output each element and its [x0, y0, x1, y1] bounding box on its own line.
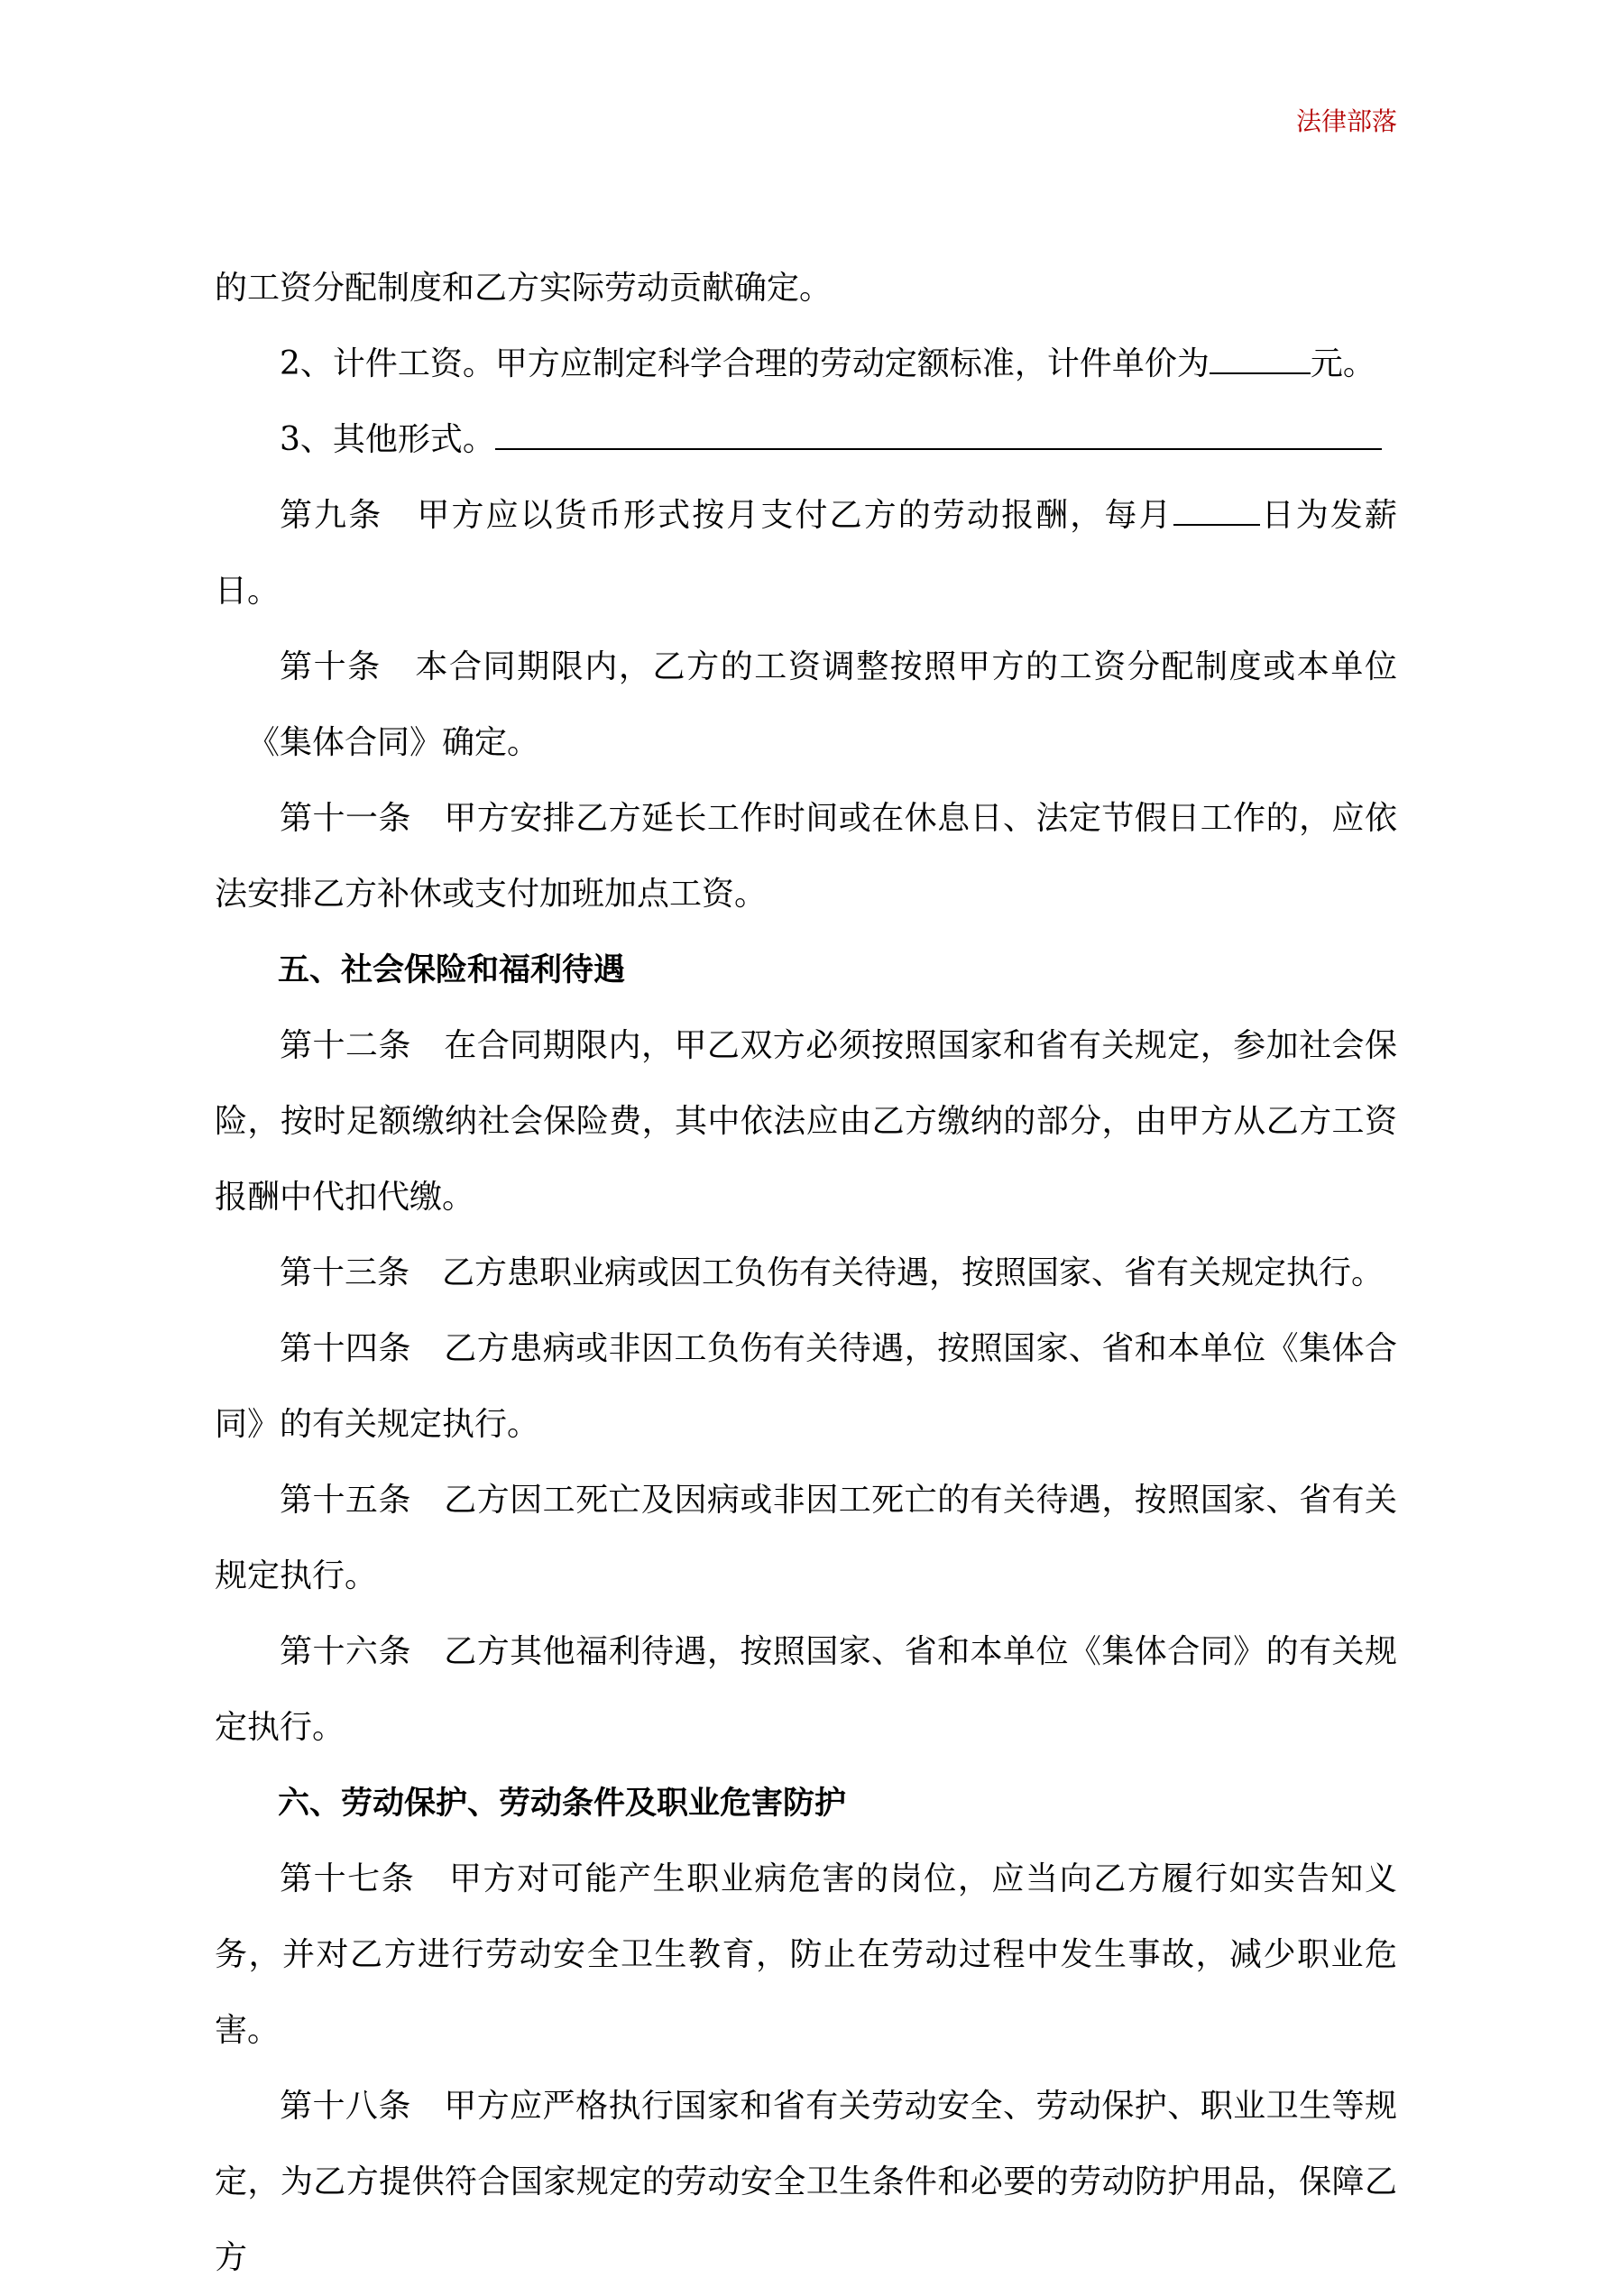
- para-article-13: [215, 1235, 1397, 1311]
- para-article-15: [215, 1463, 1397, 1614]
- section-heading-6-labor-protection: [215, 1766, 1397, 1841]
- para-article-11: [215, 781, 1397, 932]
- para-text: 第十六条 乙方其他福利待遇，按照国家、省和本单位《集体合同》的有关规定执行。: [215, 1633, 1397, 1746]
- section-heading-5-social-insurance: [215, 932, 1397, 1008]
- fill-in-blank-other-form: [495, 420, 1382, 450]
- para-text: 第十八条 甲方应严格执行国家和省有关劳动安全、劳动保护、职业卫生等规定，为乙方提供符合国家规定的劳动安全卫生条件和必要的劳动防护用品，保障乙方: [215, 2088, 1397, 2276]
- para-text: 第十七条 甲方对可能产生职业病危害的岗位，应当向乙方履行如实告知义务，并对乙方进行劳动安全卫生教育，防止在劳动过程中发生事故，减少职业危害。: [215, 1860, 1397, 2049]
- fill-in-blank-unit-price: [1210, 344, 1311, 374]
- para-text: 第十条 本合同期限内，乙方的工资调整按照甲方的工资分配制度或本单位《集体合同》确定。: [247, 648, 1397, 761]
- heading-text: 五、社会保险和福利待遇: [278, 952, 626, 988]
- para-article-14: [215, 1311, 1397, 1463]
- para-article-9: [215, 478, 1397, 629]
- para-text: 第十三条 乙方患职业病或因工负伤有关待遇，按照国家、省有关规定执行。: [280, 1254, 1385, 1291]
- para-text: 第十五条 乙方因工死亡及因病或非因工死亡的有关待遇，按照国家、省有关规定执行。: [215, 1482, 1397, 1594]
- document-body: [215, 251, 1397, 2296]
- heading-text: 六、劳动保护、劳动条件及职业危害防护: [278, 1786, 847, 1822]
- para-piece-rate-wage: [215, 326, 1397, 402]
- para-text: 第十二条 在合同期限内，甲乙双方必须按照国家和省有关规定，参加社会保险，按时足额缴纳社会保险费，其中依法应由乙方缴纳的部分，由甲方从乙方工资报酬中代扣代缴。: [215, 1027, 1397, 1216]
- para-article-17: [215, 1841, 1397, 2069]
- para-text: 第十四条 乙方患病或非因工负伤有关待遇，按照国家、省和本单位《集体合同》的有关规定执行。: [215, 1330, 1397, 1443]
- para-wage-system-continuation: [215, 251, 1397, 326]
- para-text: 日为发薪日。: [215, 497, 1397, 610]
- para-article-18: [215, 2069, 1397, 2296]
- para-text: 第九条 甲方应以货币形式按月支付乙方的劳动报酬，每月: [280, 497, 1173, 534]
- site-watermark: 法律部落: [1295, 106, 1397, 136]
- fill-in-blank-payday: [1173, 496, 1260, 526]
- para-text: 2、计件工资。甲方应制定科学合理的劳动定额标准，计件单价为: [280, 345, 1210, 382]
- para-text: 第十一条 甲方安排乙方延长工作时间或在休息日、法定节假日工作的，应依法安排乙方补休或支付加班加点工资。: [215, 800, 1397, 913]
- para-article-10: [215, 629, 1397, 781]
- para-text: 3、其他形式。: [280, 421, 495, 458]
- para-article-16: [215, 1614, 1397, 1766]
- para-article-12: [215, 1008, 1397, 1235]
- para-text: 元。: [1310, 345, 1375, 382]
- para-other-wage-form: [215, 402, 1397, 478]
- para-text: 的工资分配制度和乙方实际劳动贡献确定。: [215, 270, 833, 307]
